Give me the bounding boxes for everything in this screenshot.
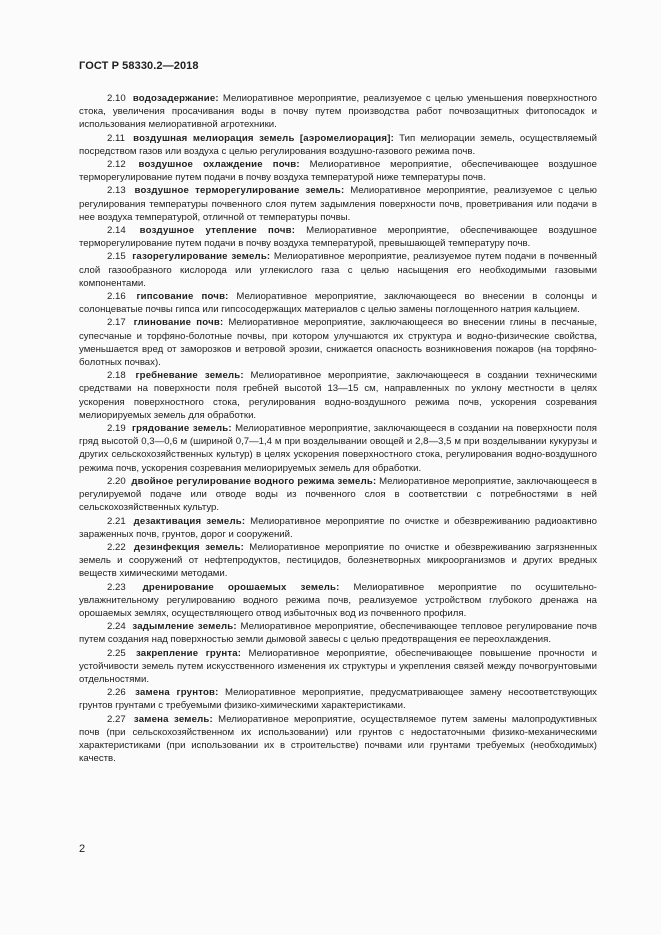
- entry-term: гребневание земель:: [135, 370, 244, 382]
- definition-entry: [79, 158, 597, 184]
- definition-entry: [79, 422, 597, 475]
- entry-number: 2.23: [107, 581, 126, 593]
- definition-entry: [79, 132, 597, 158]
- definition-entry: [79, 316, 597, 369]
- entry-definition: Мелиоративное мероприятие, обеспечивающее повышение прочности и устойчивости земель путем искусственного изменения их структуры и укрепления связей между почвогрунтовыми отдельностями.: [79, 647, 598, 685]
- entry-definition: Мелиоративное мероприятие, осуществляемое путем замены малопродуктивных почв (при сельскохозяйственном их использовании) или грунтов с недостаточными физико-механическими характеристиками (при использовании их в строительстве) почвами или грунтами требуемых (необходимых) качеств.: [79, 713, 597, 765]
- definition-entry: [79, 620, 597, 646]
- entry-number: 2.11: [107, 132, 125, 144]
- definition-entry: [79, 647, 597, 687]
- definition-entry: [79, 224, 597, 250]
- entry-number: 2.20: [107, 475, 126, 487]
- entry-definition: Мелиоративное мероприятие, реализуемое с целью уменьшения поверхностного стока, увеличения просачивания воды в почву путем производства работ почвозащитных фитопосадок и использования мелиоративной агротехники.: [79, 93, 597, 131]
- entry-number: 2.19: [107, 423, 126, 435]
- entry-definition: Мелиоративное мероприятие, заключающееся во внесении глины в песчаные, супесчаные и торфяно-болотные почвы, при котором улучшаются их структура и водно-физические свойства, уменьшается вред от заморозков и ветровой эрозии, снижается опасность возникновения пожаров (на торфяно-болотных почвах).: [79, 317, 598, 369]
- definition-entry: [79, 515, 597, 541]
- entry-number: 2.10: [107, 93, 126, 104]
- entry-term: грядование земель:: [131, 423, 232, 435]
- definition-entry: [79, 581, 597, 621]
- entry-definition: Мелиоративное мероприятие по очистке и обезвреживанию загрязненных земель и сооружений от нефтепродуктов, пестицидов, болезнетворных микроорганизмов и других вредных веществ химическими методами.: [79, 541, 598, 580]
- entry-term: глинование почв:: [133, 317, 224, 329]
- definition-entry: [79, 713, 597, 766]
- entry-number: 2.21: [107, 515, 126, 527]
- definition-entry: [79, 184, 597, 224]
- entry-number: 2.22: [107, 541, 126, 553]
- entry-term: замена земель:: [133, 713, 213, 725]
- entry-definition: Мелиоративное мероприятие, обеспечивающее воздушное терморегулирование путем подачи в почву воздуха температурой ниже температуры почв.: [79, 159, 597, 184]
- entry-definition: Мелиоративное мероприятие, обеспечивающее воздушное терморегулирование путем подачи в почву воздуха температурой, превышающей температуру почв.: [79, 225, 598, 250]
- entry-number: 2.18: [107, 370, 126, 382]
- entry-term: дезинфекция земель:: [133, 541, 245, 553]
- page-number: 2: [79, 843, 86, 855]
- entry-number: 2.12: [107, 159, 126, 171]
- entry-definition: Мелиоративное мероприятие, заключающееся во внесении в солонцы и солонцеватые почвы гипса или гипсосодержащих материалов с целью замены поглощенного натрия кальцием.: [79, 291, 598, 316]
- entry-term: дренирование орошаемых земель:: [142, 581, 340, 593]
- entry-term: водозадержание:: [132, 93, 219, 104]
- entry-definition: Мелиоративное мероприятие, обеспечивающее тепловое регулирование почв путем создания над поверхностью земли дымовой завесы с целью предотвращения ее переохлаждения.: [79, 621, 597, 646]
- entry-definition: Мелиоративное мероприятие по осушительно-увлажнительному регулированию водного режима почв, реализуемое устройством глубокого дренажа на орошаемых землях, осуществляющего отвод избыточных вод из почвенного профиля.: [79, 581, 597, 619]
- entry-term: газорегулирование земель:: [132, 251, 271, 263]
- definition-entry: [79, 250, 597, 290]
- entry-term: воздушное утепление почв:: [139, 225, 296, 237]
- entry-number: 2.15: [107, 251, 126, 263]
- entry-term: гипсование почв:: [136, 291, 229, 303]
- entry-term: дезактивация земель:: [133, 515, 246, 527]
- entry-term: воздушное терморегулирование земель:: [134, 185, 345, 197]
- entry-definition: Мелиоративное мероприятие, заключающееся в создании на поверхности поля гряд высотой 0,3—0,6 м (шириной 0,7—1,4 м при возделывании овощей и 2,8—3,5 м при возделывании кукурузы и других сельскохозяйственных культур) в целях ускорения поверхностного стока, регулирования водно-воздушного режима почв, ускорения созревания мелиорируемых земель для обработки.: [79, 423, 597, 474]
- definition-entry: [79, 92, 597, 132]
- entry-number: 2.16: [107, 291, 126, 303]
- entry-number: 2.27: [107, 713, 126, 725]
- entry-definition: Тип мелиорации земель, осуществляемый посредством газов или воздуха с целью регулирования воздушно-газового режима почв.: [79, 132, 598, 157]
- entry-number: 2.26: [107, 687, 126, 699]
- entry-number: 2.13: [107, 185, 126, 197]
- definition-entry: [79, 369, 597, 422]
- entry-term: задымление земель:: [132, 621, 237, 633]
- entry-definition: Мелиоративное мероприятие, реализуемое путем подачи в почвенный слой газообразного кислорода или углекислого газа с целью насыщения его необходимыми газовыми компонентами.: [79, 251, 597, 289]
- entry-definition: Мелиоративное мероприятие по очистке и обезвреживанию радиоактивно зараженных почв, грунтов, дорог и сооружений.: [79, 515, 598, 540]
- document-header: ГОСТ Р 58330.2—2018: [79, 60, 199, 72]
- definition-entry: [79, 290, 597, 316]
- entry-definition: Мелиоративное мероприятие, реализуемое с целью регулирования температуры почвенного слоя путем задымления поверхности почв, проветривания или подачи в нее воздуха температурой, отличной от температуры почвы.: [79, 185, 598, 223]
- entry-number: 2.25: [107, 647, 126, 659]
- entry-definition: Мелиоративное мероприятие, заключающееся в регулируемой подаче или отводе воды из почвенного слоя в соответствии с потребностями в ней сельскохозяйственных культур.: [79, 475, 597, 514]
- definition-entry: [79, 475, 597, 515]
- definition-entry: [79, 686, 597, 712]
- definitions-list: [79, 92, 597, 765]
- entry-definition: Мелиоративное мероприятие, предусматривающее замену несоответствующих грунтов грунтами с требуемыми физико-химическими характеристиками.: [79, 687, 597, 712]
- entry-term: закрепление грунта:: [135, 647, 242, 659]
- entry-term: двойное регулирование водного режима земель:: [131, 475, 377, 487]
- entry-number: 2.14: [107, 225, 126, 237]
- entry-term: воздушная мелиорация земель [аэромелиорация]:: [133, 132, 394, 144]
- entry-number: 2.24: [107, 621, 126, 633]
- entry-definition: Мелиоративное мероприятие, заключающееся в создании техническими средствами на поверхности поля гребней высотой 13—15 см, направленных по уклону местности в целях ускорения поверхностного стока, регулирования водно-воздушного режима почв, ускорения созревания мелиорируемых земель для обработки.: [79, 370, 597, 421]
- entry-number: 2.17: [107, 317, 126, 329]
- entry-term: замена грунтов:: [135, 687, 219, 699]
- entry-term: воздушное охлаждение почв:: [138, 159, 300, 171]
- definition-entry: [79, 541, 597, 581]
